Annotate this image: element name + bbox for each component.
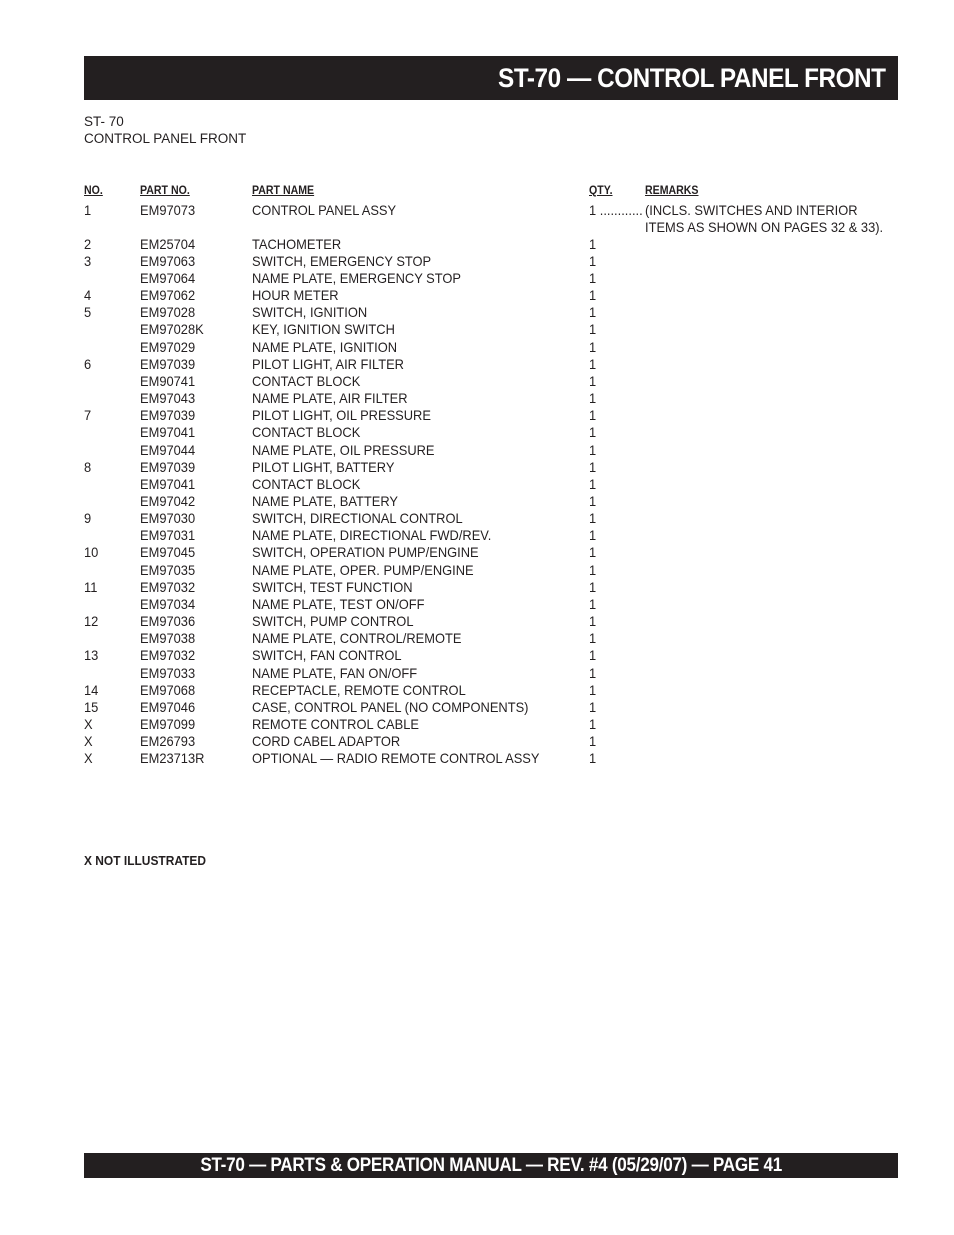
part-number: EM97029 bbox=[140, 339, 196, 355]
part-name: NAME PLATE, TEST ON/OFF bbox=[252, 596, 425, 612]
quantity: 1 bbox=[589, 270, 597, 286]
part-number: EM97038 bbox=[140, 630, 196, 646]
part-name: OPTIONAL — RADIO REMOTE CONTROL ASSY bbox=[252, 750, 540, 766]
item-number: 7 bbox=[84, 407, 92, 423]
item-number: X bbox=[84, 716, 93, 732]
part-name: NAME PLATE, AIR FILTER bbox=[252, 390, 408, 406]
part-number: EM97063 bbox=[140, 253, 196, 269]
col-header-part-name: PART NAME bbox=[252, 185, 315, 197]
quantity: 1 bbox=[589, 373, 597, 389]
quantity: 1 bbox=[589, 699, 597, 715]
quantity: 1 bbox=[589, 236, 597, 252]
item-number: X bbox=[84, 733, 93, 749]
quantity: 1 bbox=[589, 750, 597, 766]
part-number: EM97032 bbox=[140, 579, 196, 595]
col-header-part-no: PART NO. bbox=[140, 185, 190, 197]
part-name: SWITCH, DIRECTIONAL CONTROL bbox=[252, 510, 463, 526]
quantity: 1 bbox=[589, 304, 597, 320]
part-name: NAME PLATE, OPER. PUMP/ENGINE bbox=[252, 562, 474, 578]
part-number: EM97031 bbox=[140, 527, 196, 543]
section-label: CONTROL PANEL FRONT bbox=[84, 131, 247, 146]
item-number: 2 bbox=[84, 236, 92, 252]
quantity: 1 bbox=[589, 459, 597, 475]
part-name: REMOTE CONTROL CABLE bbox=[252, 716, 419, 732]
part-number: EM97045 bbox=[140, 544, 196, 560]
item-number: 5 bbox=[84, 304, 92, 320]
part-name: SWITCH, IGNITION bbox=[252, 304, 368, 320]
part-name: SWITCH, OPERATION PUMP/ENGINE bbox=[252, 544, 479, 560]
part-number: EM97039 bbox=[140, 459, 196, 475]
part-number: EM97030 bbox=[140, 510, 196, 526]
quantity: 1 bbox=[589, 493, 597, 509]
col-header-qty: QTY. bbox=[589, 185, 613, 197]
part-number: EM97043 bbox=[140, 390, 196, 406]
footer-text: ST-70 — PARTS & OPERATION MANUAL — REV. #4 (05/29/07) — PAGE 41 bbox=[200, 1154, 782, 1176]
item-number: 1 bbox=[84, 202, 92, 218]
part-number: EM26793 bbox=[140, 733, 196, 749]
part-number: EM97035 bbox=[140, 562, 196, 578]
part-name: HOUR METER bbox=[252, 287, 339, 303]
part-name: CORD CABEL ADAPTOR bbox=[252, 733, 401, 749]
quantity: 1 bbox=[589, 339, 597, 355]
part-name: NAME PLATE, FAN ON/OFF bbox=[252, 665, 418, 681]
part-name: PILOT LIGHT, BATTERY bbox=[252, 459, 395, 475]
item-number: 11 bbox=[84, 579, 98, 595]
item-number: 15 bbox=[84, 699, 99, 715]
col-header-remarks: REMARKS bbox=[645, 185, 699, 197]
part-number: EM97028K bbox=[140, 321, 204, 337]
item-number: 8 bbox=[84, 459, 92, 475]
part-number: EM97034 bbox=[140, 596, 196, 612]
part-name: NAME PLATE, BATTERY bbox=[252, 493, 399, 509]
part-number: EM97062 bbox=[140, 287, 196, 303]
part-number: EM97099 bbox=[140, 716, 196, 732]
item-number: X bbox=[84, 750, 93, 766]
quantity: 1 bbox=[589, 716, 597, 732]
page-title: ST-70 — CONTROL PANEL FRONT bbox=[498, 62, 886, 93]
quantity: 1 bbox=[589, 733, 597, 749]
quantity: 1 bbox=[589, 476, 597, 492]
page-footer bbox=[84, 1153, 898, 1178]
remarks: (INCLS. SWITCHES AND INTERIOR bbox=[645, 202, 858, 218]
quantity: 1 bbox=[589, 562, 597, 578]
quantity: 1 ............ bbox=[589, 202, 643, 218]
part-number: EM97028 bbox=[140, 304, 196, 320]
part-name: PILOT LIGHT, AIR FILTER bbox=[252, 356, 404, 372]
quantity: 1 bbox=[589, 510, 597, 526]
part-number: EM90741 bbox=[140, 373, 196, 389]
part-number: EM97068 bbox=[140, 682, 196, 698]
part-name: NAME PLATE, IGNITION bbox=[252, 339, 398, 355]
part-number: EM97041 bbox=[140, 424, 196, 440]
quantity: 1 bbox=[589, 390, 597, 406]
part-name: CONTACT BLOCK bbox=[252, 424, 361, 440]
quantity: 1 bbox=[589, 321, 597, 337]
part-name: CASE, CONTROL PANEL (NO COMPONENTS) bbox=[252, 699, 529, 715]
remarks: ITEMS AS SHOWN ON PAGES 32 & 33). bbox=[645, 219, 884, 235]
part-number: EM97036 bbox=[140, 613, 196, 629]
item-number: 9 bbox=[84, 510, 92, 526]
quantity: 1 bbox=[589, 424, 597, 440]
quantity: 1 bbox=[589, 665, 597, 681]
part-name: RECEPTACLE, REMOTE CONTROL bbox=[252, 682, 466, 698]
part-number: EM97033 bbox=[140, 665, 196, 681]
part-name: SWITCH, FAN CONTROL bbox=[252, 647, 402, 663]
quantity: 1 bbox=[589, 544, 597, 560]
part-number: EM97064 bbox=[140, 270, 196, 286]
part-name: NAME PLATE, OIL PRESSURE bbox=[252, 442, 435, 458]
part-name: NAME PLATE, CONTROL/REMOTE bbox=[252, 630, 462, 646]
item-number: 6 bbox=[84, 356, 92, 372]
page-header bbox=[84, 56, 898, 100]
quantity: 1 bbox=[589, 253, 597, 269]
part-name: KEY, IGNITION SWITCH bbox=[252, 321, 395, 337]
part-number: EM97039 bbox=[140, 407, 196, 423]
part-name: CONTROL PANEL ASSY bbox=[252, 202, 397, 218]
quantity: 1 bbox=[589, 442, 597, 458]
quantity: 1 bbox=[589, 407, 597, 423]
part-number: EM97073 bbox=[140, 202, 196, 218]
part-name: NAME PLATE, DIRECTIONAL FWD/REV. bbox=[252, 527, 492, 543]
quantity: 1 bbox=[589, 596, 597, 612]
footnote: X NOT ILLUSTRATED bbox=[84, 853, 207, 868]
part-name: SWITCH, PUMP CONTROL bbox=[252, 613, 414, 629]
item-number: 14 bbox=[84, 682, 99, 698]
part-number: EM97044 bbox=[140, 442, 196, 458]
part-number: EM23713R bbox=[140, 750, 205, 766]
part-name: PILOT LIGHT, OIL PRESSURE bbox=[252, 407, 431, 423]
part-name: CONTACT BLOCK bbox=[252, 373, 361, 389]
part-name: TACHOMETER bbox=[252, 236, 342, 252]
col-header-no: NO. bbox=[84, 185, 103, 197]
quantity: 1 bbox=[589, 630, 597, 646]
item-number: 12 bbox=[84, 613, 99, 629]
quantity: 1 bbox=[589, 287, 597, 303]
part-name: SWITCH, EMERGENCY STOP bbox=[252, 253, 432, 269]
model-label: ST- 70 bbox=[84, 114, 124, 129]
part-number: EM97041 bbox=[140, 476, 196, 492]
quantity: 1 bbox=[589, 527, 597, 543]
part-number: EM97032 bbox=[140, 647, 196, 663]
quantity: 1 bbox=[589, 647, 597, 663]
quantity: 1 bbox=[589, 579, 597, 595]
item-number: 10 bbox=[84, 544, 99, 560]
item-number: 3 bbox=[84, 253, 92, 269]
part-number: EM25704 bbox=[140, 236, 196, 252]
item-number: 4 bbox=[84, 287, 92, 303]
quantity: 1 bbox=[589, 356, 597, 372]
part-name: CONTACT BLOCK bbox=[252, 476, 361, 492]
item-number: 13 bbox=[84, 647, 99, 663]
part-name: NAME PLATE, EMERGENCY STOP bbox=[252, 270, 461, 286]
quantity: 1 bbox=[589, 613, 597, 629]
part-name: SWITCH, TEST FUNCTION bbox=[252, 579, 413, 595]
quantity: 1 bbox=[589, 682, 597, 698]
part-number: EM97046 bbox=[140, 699, 196, 715]
part-number: EM97042 bbox=[140, 493, 196, 509]
part-number: EM97039 bbox=[140, 356, 196, 372]
